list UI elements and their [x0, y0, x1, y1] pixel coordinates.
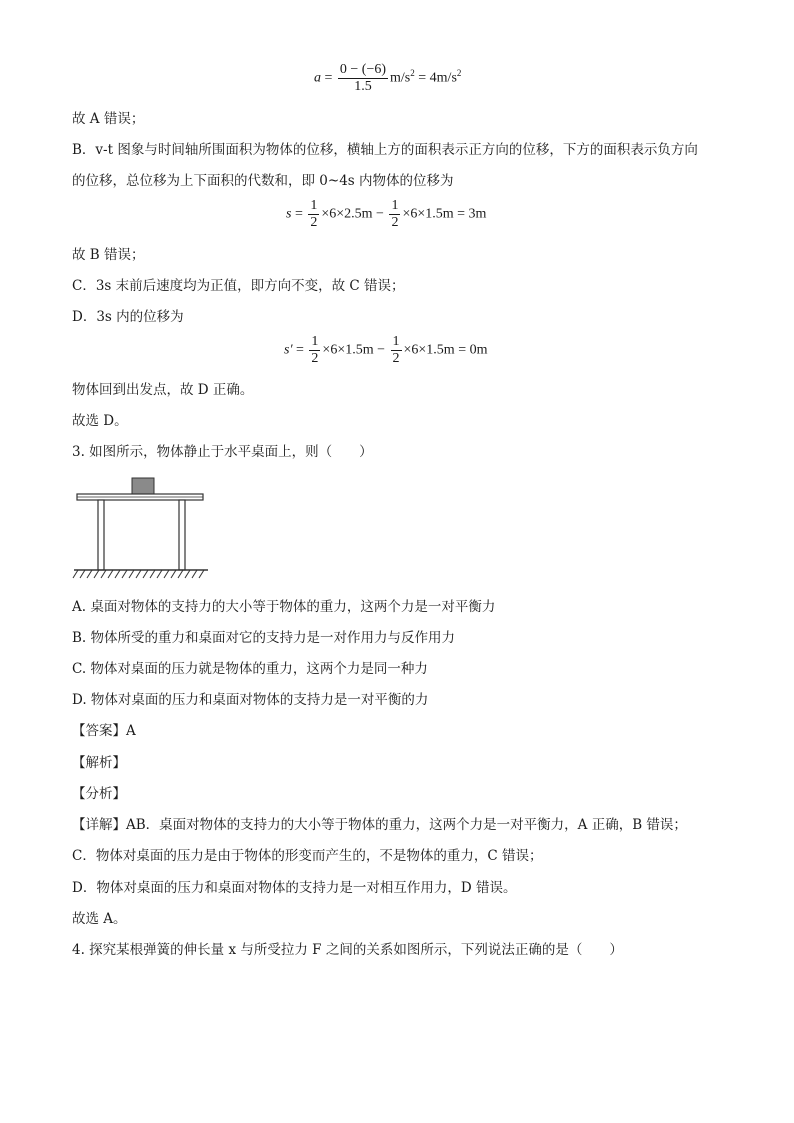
- formula-displacement-3s: s′ = $\frac{1}{2}$ ×6×1.5m − $\frac{1}{2}$ ×6×1.5m = 0m: [284, 334, 488, 366]
- fenxi-label: 【分析】: [72, 786, 126, 802]
- denominator: 1.5: [354, 79, 372, 94]
- formula-lhs: s′: [284, 342, 293, 358]
- result: 4m/s: [429, 70, 457, 86]
- table-figure: [72, 472, 212, 588]
- text-line: B．v-t 图象与时间轴所围面积为物体的位移，横轴上方的面积表示正方向的位移，下方的面积表示负方向: [72, 142, 698, 158]
- text-line: 的位移，总位移为上下面积的代数和，即 0~4s 内物体的位移为: [72, 173, 454, 189]
- option-d: D. 物体对桌面的压力和桌面对物体的支持力是一对平衡的力: [72, 692, 429, 708]
- term: ×6×1.5m: [402, 206, 454, 222]
- term: ×6×1.5m: [322, 342, 374, 358]
- detail-d: D．物体对桌面的压力和桌面对物体的支持力是一对相互作用力，D 错误。: [72, 880, 517, 896]
- denominator: 2: [391, 215, 399, 230]
- numerator: 1: [310, 198, 318, 213]
- denominator: 2: [310, 215, 318, 230]
- unit: m/s: [390, 70, 411, 86]
- detail-c: C．物体对桌面的压力是由于物体的形变而产生的，不是物体的重力，C 错误；: [72, 848, 543, 864]
- numerator: 1: [391, 198, 399, 213]
- numerator: 1: [392, 334, 400, 349]
- option-a: A. 桌面对物体的支持力的大小等于物体的重力，这两个力是一对平衡力: [72, 599, 496, 615]
- table-diagram: [72, 472, 212, 584]
- question-3: 3. 如图所示，物体静止于水平桌面上，则（ ）: [72, 444, 373, 460]
- question-4: 4. 探究某根弹簧的伸长量 x 与所受拉力 F 之间的关系如图所示，下列说法正确的是（ ）: [72, 942, 623, 958]
- text-line: C．3s 末前后速度均为正值，即方向不变，故 C 错误；: [72, 278, 405, 294]
- numerator: 0 − (−6): [339, 62, 387, 77]
- denominator: 2: [311, 351, 319, 366]
- text-line: 故 A 错误；: [72, 111, 145, 127]
- fraction: [338, 62, 388, 95]
- fraction-half: [391, 334, 402, 367]
- formula-displacement: s = $\frac{1}{2}$ ×6×2.5m − $\frac{1}{2}$ ×6×1.5m = 3m: [286, 198, 487, 230]
- text-line: 物体回到出发点，故 D 正确。: [72, 382, 254, 398]
- term: ×6×1.5m: [403, 342, 455, 358]
- fraction-half: [308, 198, 319, 231]
- fraction-half: [389, 198, 400, 231]
- formula-acceleration: a = $\frac{0 - (-6)}{1.5}$ $m/s^2 = 4m/s^2$: [314, 62, 462, 94]
- numerator: 1: [311, 334, 319, 349]
- denominator: 2: [392, 351, 400, 366]
- formula-lhs: a: [314, 70, 321, 86]
- fraction-half: [309, 334, 320, 367]
- detail-ab: 【详解】AB．桌面对物体的支持力的大小等于物体的重力，这两个力是一对平衡力，A 正确，B 错误；: [72, 817, 687, 833]
- text-line: D．3s 内的位移为: [72, 309, 184, 325]
- option-c: C. 物体对桌面的压力就是物体的重力，这两个力是同一种力: [72, 661, 428, 677]
- analysis-label: 【解析】: [72, 755, 126, 771]
- text-line: 故 B 错误；: [72, 247, 145, 263]
- table-leg-left: [98, 500, 104, 570]
- result: = 3m: [457, 206, 487, 222]
- block-object: [132, 478, 154, 494]
- formula-lhs: s: [286, 206, 292, 222]
- text-line: 故选 D。: [72, 413, 128, 429]
- option-b: B. 物体所受的重力和桌面对它的支持力是一对作用力与反作用力: [72, 630, 456, 646]
- result: = 0m: [458, 342, 488, 358]
- table-leg-right: [179, 500, 185, 570]
- choose-answer: 故选 A。: [72, 911, 127, 927]
- term: ×6×2.5m: [321, 206, 373, 222]
- answer-label: 【答案】A: [72, 723, 136, 739]
- ground-hatch: [73, 570, 204, 578]
